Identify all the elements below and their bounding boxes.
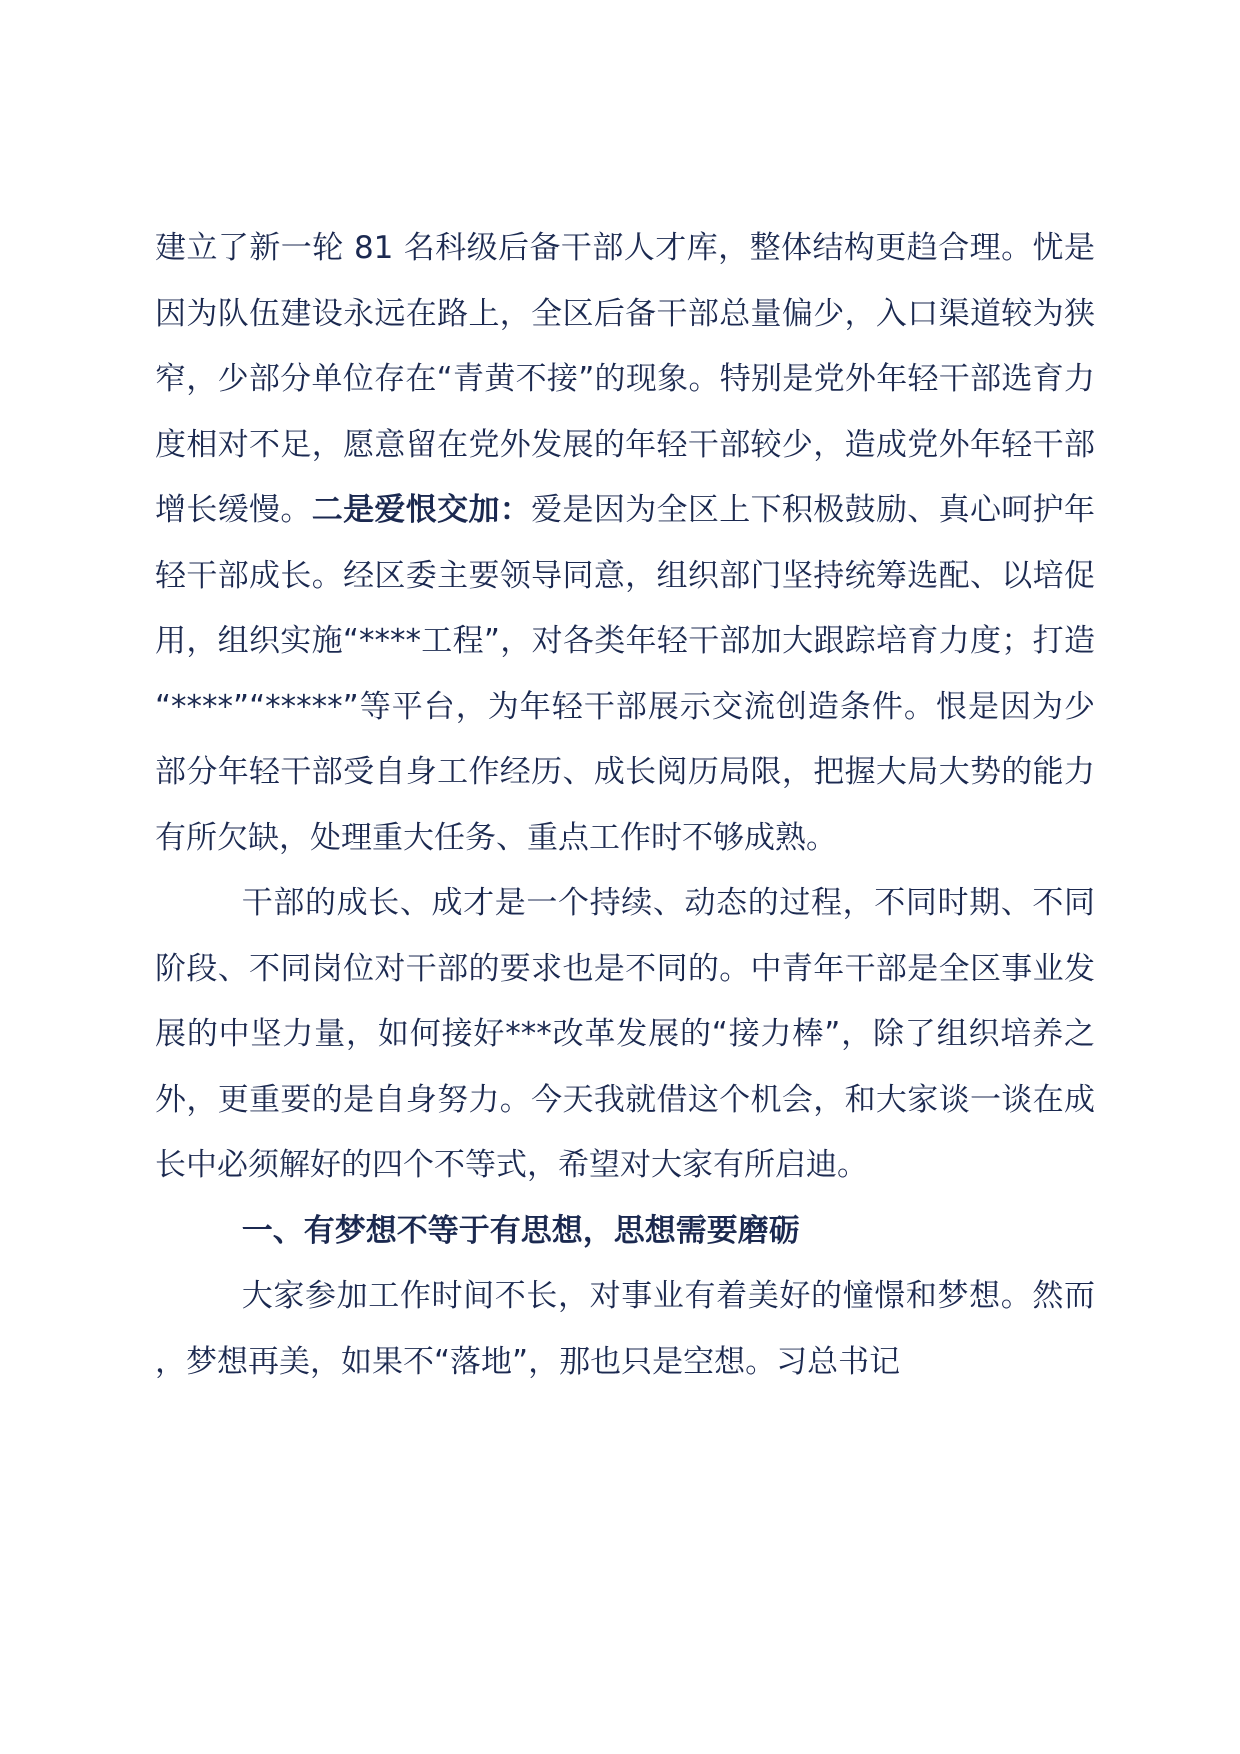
paragraph-text: 爱是因为全区上下积极鼓励、真心呵护年轻干部成长。经区委主要领导同意，组织部门坚持统筹选配、以培促用，组织实施“****工程”，对各类年轻干部加大跟踪培育力度；打造“****”“*****”等平台，为年轻干部展示交流创造条件。恨是因为少部分年轻干部受自身工作经历、成长阅历局限，把握大局大势的能力有所欠缺，处理重大任务、重点工作时不够成熟。 bbox=[155, 492, 1096, 856]
section-heading: 一、有梦想不等于有思想，思想需要磨砺 bbox=[241, 1212, 800, 1249]
paragraph-text: 建立了新一轮 81 名科级后备干部人才库，整体结构更趋合理。忧是因为队伍建设永远在路上，全区后备干部总量偏少，入口渠道较为狭窄，少部分单位存在“青黄不接”的现象。特别是党外年轻干部选育力度相对不足，愿意留在党外发展的年轻干部较少，造成党外年轻干部增长缓慢。 bbox=[155, 230, 1095, 528]
bold-lead-phrase: 二是爱恨交加： bbox=[311, 492, 532, 528]
document-body bbox=[155, 216, 1095, 1395]
paragraph-continuation bbox=[155, 216, 1095, 871]
paragraph-growth: 干部的成长、成才是一个持续、动态的过程，不同时期、不同阶段、不同岗位对干部的要求也是不同的。中青年干部是全区事业发展的中坚力量，如何接好***改革发展的“接力棒”，除了组织培养之外，更重要的是自身努力。今天我就借这个机会，和大家谈一谈在成长中必须解好的四个不等式，希望对大家有所启迪。 bbox=[155, 885, 1095, 1183]
paragraph-dream: 大家参加工作时间不长，对事业有着美好的憧憬和梦想。然而，梦想再美，如果不“落地”，那也只是空想。习总书记 bbox=[155, 1278, 1095, 1380]
